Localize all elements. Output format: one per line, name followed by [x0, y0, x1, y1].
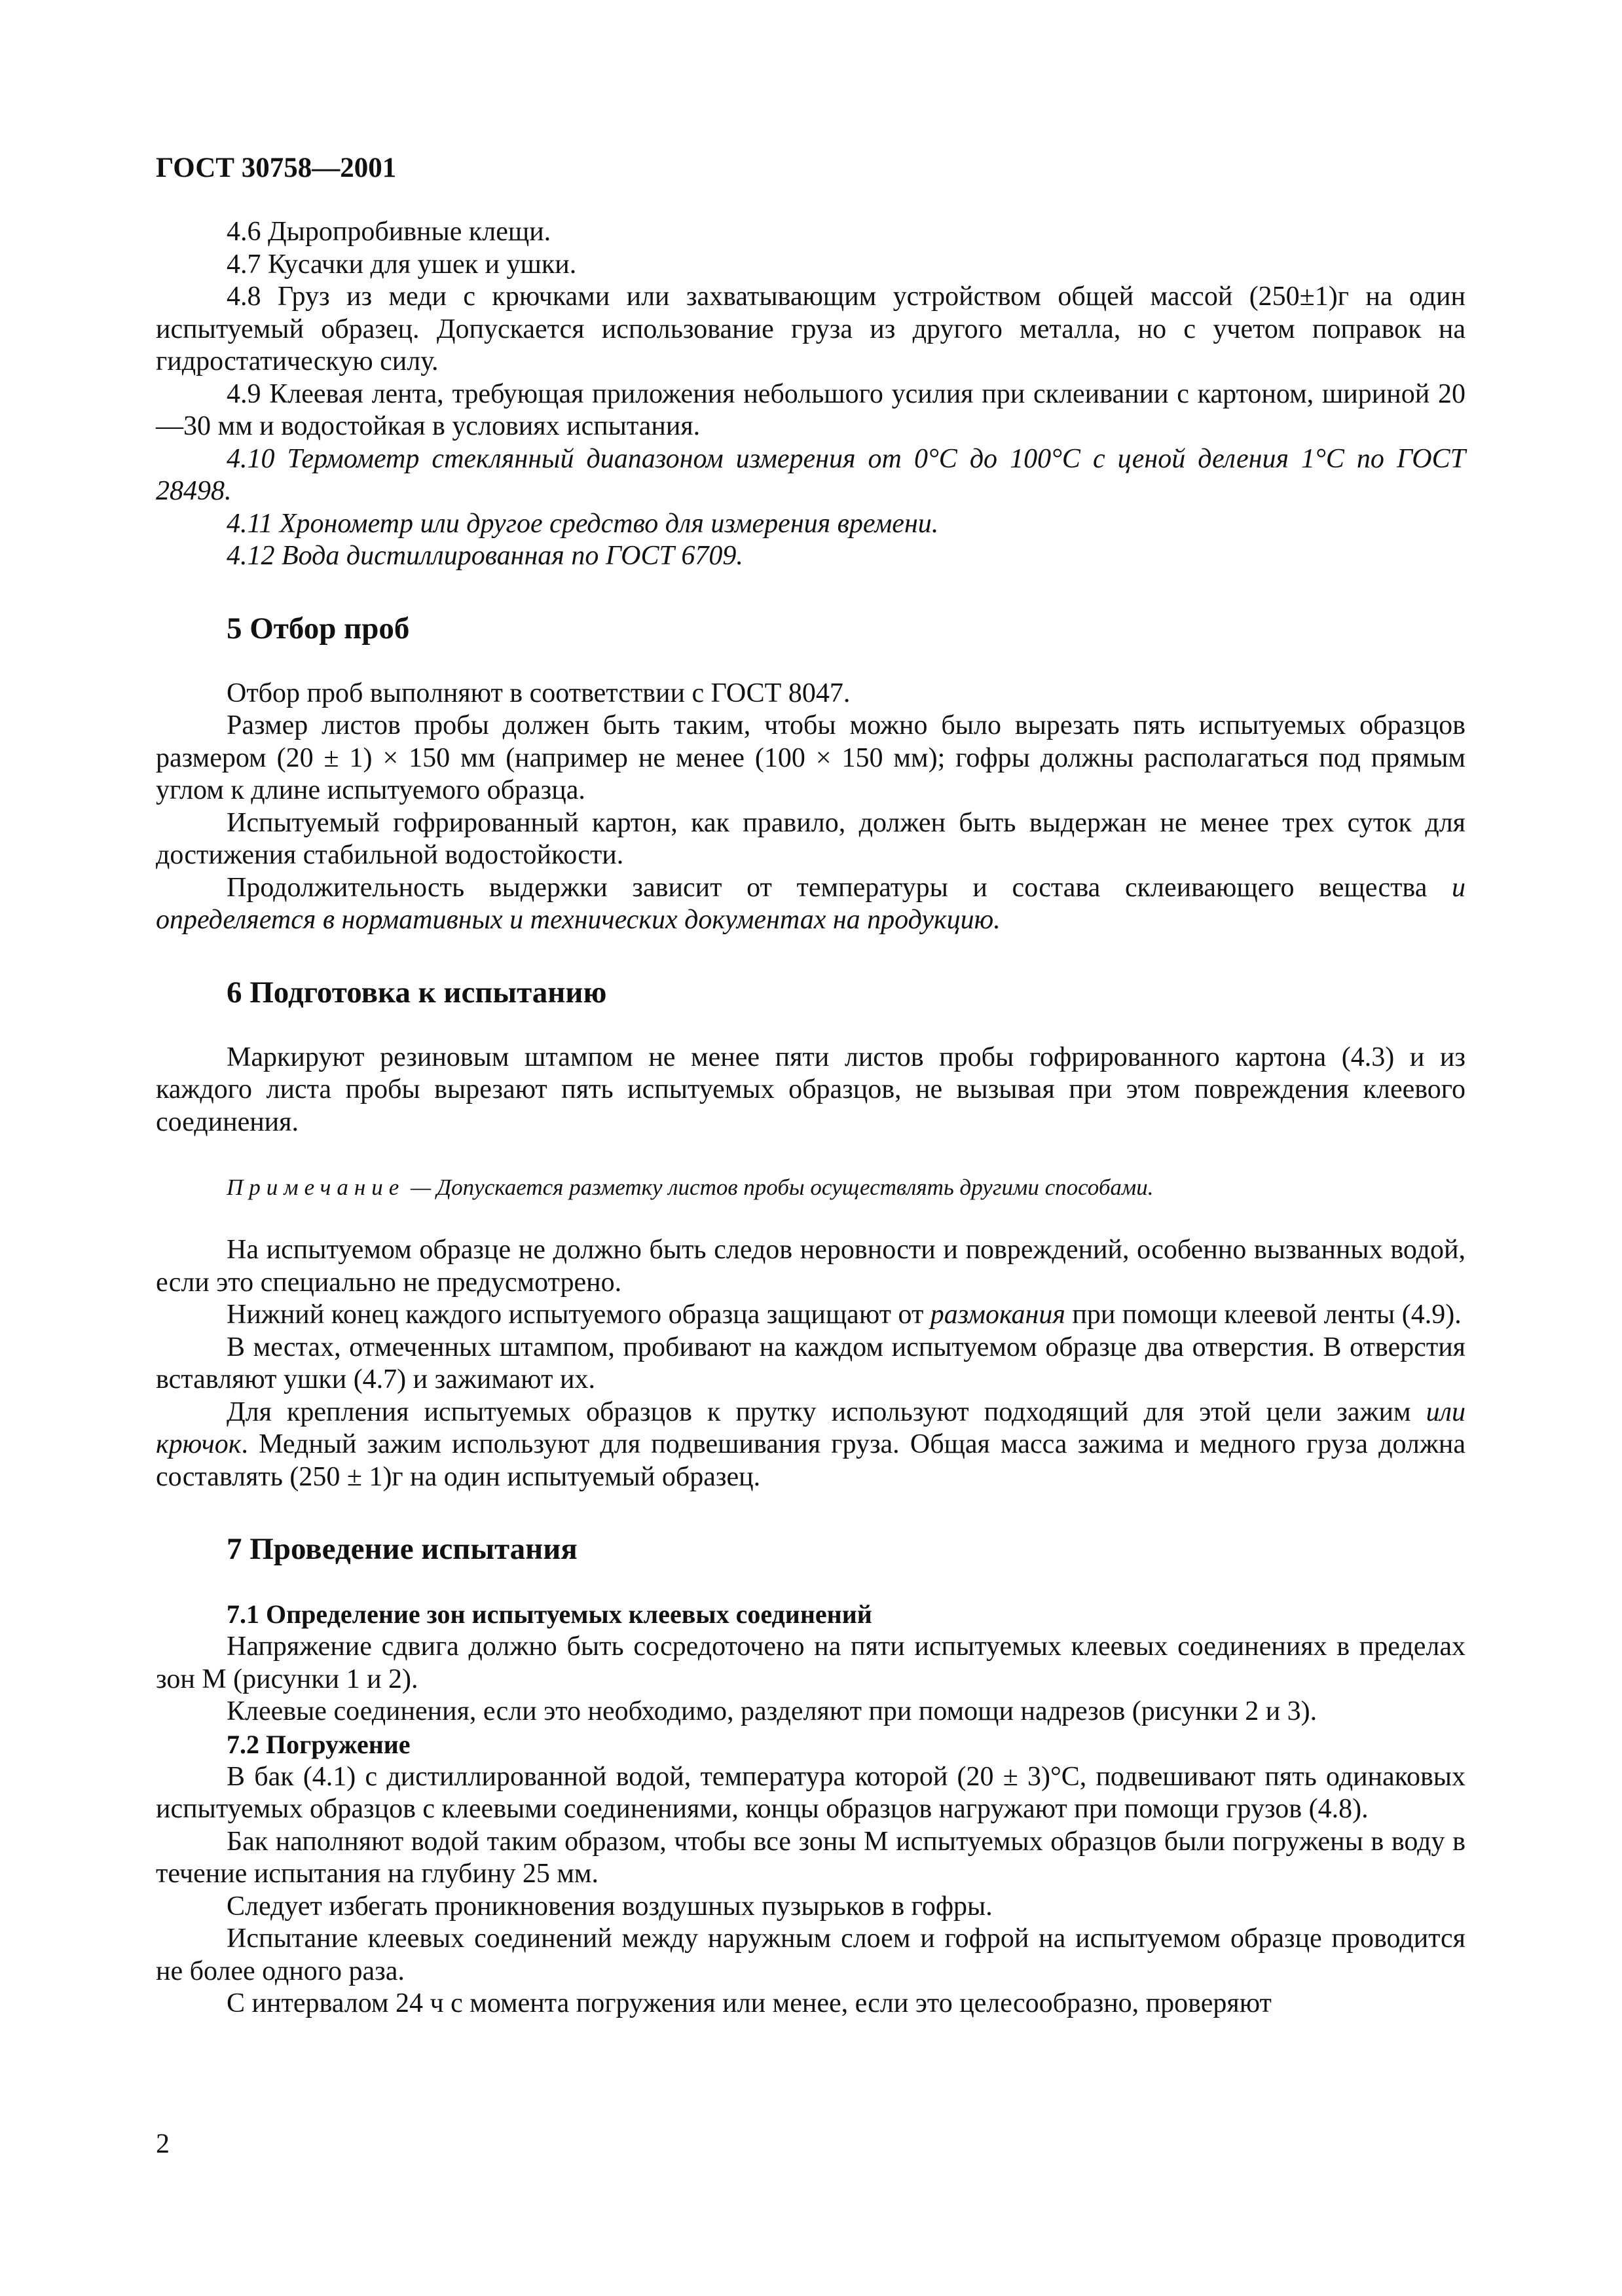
section-6-paragraph [156, 1396, 1465, 1494]
section-6-paragraph [156, 1299, 1465, 1332]
section-6-body [156, 1042, 1465, 1494]
page-number: 2 [156, 2129, 170, 2159]
subsection-7-1-title: 7.1 Определение зон испытуемых клеевых соединений [227, 1599, 872, 1629]
section-7-paragraph: Напряжение сдвига должно быть сосредоточено на пяти испытуемых клеевых соединениях в пределах зон М (рисунки 1 и 2). [156, 1631, 1465, 1694]
section-7-paragraph: Клеевые соединения, если это необходимо, разделяют при помощи надрезов (рисунки 2 и 3). [227, 1696, 1318, 1726]
item-4-11: 4.11 Хронометр или другое средство для измерения времени. [227, 508, 939, 539]
document-page [156, 151, 1465, 2020]
note-text: — Допускается разметку листов пробы осуществлять другими способами. [405, 1175, 1154, 1200]
italic-text-run: или крючок [156, 1396, 1465, 1459]
section-5-paragraph: Размер листов пробы должен быть таким, чтобы можно было вырезать пять испытуемых образцов размером (20 ± 1) × 150 мм (например не менее (100 × 150 мм); гофры должны располагаться под прямым углом к длине испытуемого образца. [156, 710, 1465, 805]
item-4-10: 4.10 Термометр стеклянный диапазоном измерения от 0°C до 100°C с ценой деления 1°C по ГОСТ 28498. [156, 443, 1465, 506]
item-4-6: 4.6 Дыропробивные клещи. [227, 217, 551, 247]
item-4-7: 4.7 Кусачки для ушек и ушки. [227, 249, 577, 280]
document-header: ГОСТ 30758—2001 [156, 153, 397, 183]
note-label: Примечание [227, 1175, 405, 1200]
text-run: . Медный зажим используют для подвешивания груза. Общая масса зажима и медного груза должна составлять (250 ± 1)г на один испытуемый образец. [156, 1429, 1465, 1492]
section-6-paragraph: На испытуемом образце не должно быть следов неровности и повреждений, особенно вызванных водой, если это специально не предусмотрено. [156, 1235, 1465, 1298]
italic-text-run: и определяется в нормативных и технических документах на продукцию. [156, 872, 1465, 935]
section-6-paragraph: Маркируют резиновым штампом не менее пяти листов пробы гофрированного картона (4.3) и из каждого листа пробы вырезают пять испытуемых образцов, не вызывая при этом повреждения клеевого соединения. [156, 1042, 1465, 1137]
section-6-paragraph: В местах, отмеченных штампом, пробивают на каждом испытуемом образце два отверстия. В отверстия вставляют ушки (4.7) и зажимают их. [156, 1332, 1465, 1394]
section-7-paragraph: В бак (4.1) с дистиллированной водой, температура которой (20 ± 3)°C, подвешивают пять одинаковых испытуемых образцов с клеевыми соединениями, концы образцов нагружают при помощи грузов (4.8). [156, 1761, 1465, 1824]
section-5-title: 5 Отбор проб [227, 611, 410, 646]
section-4-items [156, 216, 1465, 573]
section-7-body [156, 1598, 1465, 2020]
item-4-9: 4.9 Клеевая лента, требующая приложения небольшого усилия при склеивании с картоном, шириной 20—30 мм и водостойкая в условиях испытания. [156, 378, 1465, 441]
section-5-body [156, 678, 1465, 937]
section-5-paragraph: Отбор проб выполняют в соответствии с ГОСТ 8047. [227, 678, 851, 708]
text-run: при помощи клеевой ленты (4.9). [1065, 1300, 1462, 1330]
section-6-title: 6 Подготовка к испытанию [227, 975, 607, 1010]
section-5-paragraph [156, 872, 1465, 937]
section-5-paragraph: Испытуемый гофрированный картон, как правило, должен быть выдержан не менее трех суток для достижения стабильной водостойкости. [156, 807, 1465, 870]
text-run: Нижний конец каждого испытуемого образца защищают от [227, 1300, 931, 1330]
section-7-paragraph: Следует избегать проникновения воздушных пузырьков в гофры. [227, 1891, 993, 1922]
section-7-paragraph: Бак наполняют водой таким образом, чтобы все зоны М испытуемых образцов были погружены в воду в течение испытания на глубину 25 мм. [156, 1826, 1465, 1889]
note [227, 1173, 1465, 1203]
item-4-12: 4.12 Вода дистиллированная по ГОСТ 6709. [227, 541, 743, 571]
text-run: Для крепления испытуемых образцов к прутку используют подходящий для этой цели зажим [227, 1396, 1426, 1427]
section-7-title: 7 Проведение испытания [227, 1532, 578, 1566]
section-7-paragraph: С интервалом 24 ч с момента погружения или менее, если это целесообразно, проверяют [227, 1988, 1272, 2018]
italic-text-run: размокания [930, 1300, 1065, 1330]
item-4-8: 4.8 Груз из меди с крючками или захватывающим устройством общей массой (250±1)г на один испытуемый образец. Допускается использование груза из другого металла, но с учетом поправок на гидростатическую силу. [156, 282, 1465, 376]
subsection-7-2-title: 7.2 Погружение [227, 1729, 411, 1759]
text-run: Продолжительность выдержки зависит от температуры и состава склеивающего вещества [227, 872, 1452, 903]
section-7-paragraph: Испытание клеевых соединений между наружным слоем и гофрой на испытуемом образце проводится не более одного раза. [156, 1923, 1465, 1986]
